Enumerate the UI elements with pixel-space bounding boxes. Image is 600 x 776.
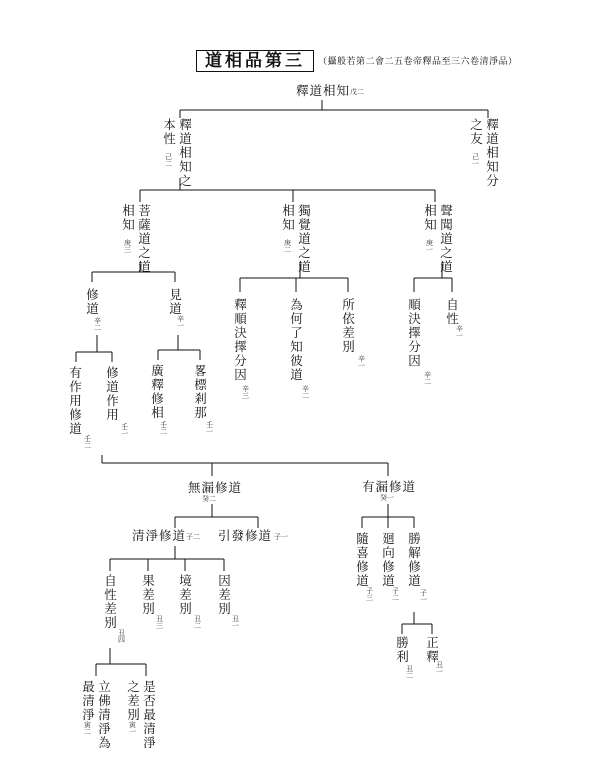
node-l2-2-code: 庚一 <box>426 239 433 254</box>
node-pure-0-code: 丑四 <box>118 629 125 644</box>
node-cultivation-0-label: 有作用修道 <box>69 365 82 436</box>
node-cultivation-code: 辛二 <box>94 317 101 332</box>
node-cultivation-label: 修道 <box>86 287 99 316</box>
node-defiled-0-code: 子三 <box>366 587 373 602</box>
node-l2-1-label-b: 獨覺道之道 <box>298 203 311 274</box>
node-adhimukti-0-label: 勝利 <box>396 635 409 664</box>
node-seeing-0-label: 廣釋修相 <box>151 363 164 420</box>
node-pure-code: 子二 <box>186 533 200 541</box>
node-nature-1-label-b: 是否最清淨 <box>143 679 156 750</box>
node-nature-0-label-a: 最清淨 <box>82 679 95 722</box>
node-evoking-label: 引發修道 <box>218 528 273 543</box>
node-l2-1-label-a: 相知 <box>282 203 295 232</box>
node-cultivation-1-label: 修道作用 <box>106 365 119 422</box>
node-nature-1-label-a: 之差別 <box>127 679 140 722</box>
node-nature-1-code: 寅一 <box>129 721 136 736</box>
node-cultivation-0-code: 壬二 <box>84 435 91 450</box>
node-adhimukti-1-label: 正釋 <box>426 635 439 664</box>
node-shravaka-1-label: 自性 <box>446 297 459 326</box>
node-pure-3-label: 因差別 <box>218 573 231 616</box>
node-seeing-1-label: 畧標剎那 <box>194 363 207 420</box>
node-l2-0-label-a: 相知 <box>122 203 135 232</box>
node-l2-1-code: 庚二 <box>284 239 291 254</box>
node-pure-1-code: 丑三 <box>156 615 163 630</box>
node-l2-2-label-a: 相知 <box>424 203 437 232</box>
node-l1-0-code: 己二 <box>165 153 172 168</box>
page-title: 道相品第三 <box>196 50 314 72</box>
node-seeing-1-code: 壬一 <box>206 421 213 436</box>
node-pure-label: 清淨修道 <box>132 528 187 543</box>
node-defiled-2-label: 勝解修道 <box>408 531 421 588</box>
node-pratyeka-2-code: 辛一 <box>358 355 365 370</box>
node-l1-1-label-b: 釋道相知分 <box>486 117 499 188</box>
node-shravaka-0-label: 順決擇分因 <box>408 297 421 368</box>
node-pure-2-label: 境差別 <box>179 573 192 616</box>
node-pratyeka-0-label: 釋順決擇分因 <box>234 297 247 382</box>
node-pure-0-label: 自性差別 <box>104 573 117 630</box>
node-root-code: 戊二 <box>350 88 364 96</box>
node-pratyeka-0-code: 辛三 <box>242 385 249 400</box>
node-shravaka-1-code: 辛一 <box>456 325 463 340</box>
node-l1-1-code: 己一 <box>472 153 479 168</box>
node-nature-0-code: 寅二 <box>84 721 91 736</box>
node-adhimukti-0-code: 丑二 <box>406 665 413 680</box>
node-l1-1-label-a: 之友 <box>470 117 483 146</box>
node-l2-0-code: 庚三 <box>124 239 131 254</box>
node-seeing-code: 辛一 <box>177 315 184 330</box>
node-defiled-label: 有漏修道 <box>362 479 417 494</box>
node-defiled-1-label: 廻向修道 <box>382 531 395 588</box>
node-shravaka-0-code: 辛二 <box>424 371 431 386</box>
node-l2-0-label-b: 菩薩道之道 <box>138 203 151 274</box>
node-evoking-code: 子一 <box>274 533 288 541</box>
node-cultivation-1-code: 壬一 <box>121 423 128 438</box>
node-undefiled-label: 無漏修道 <box>188 480 243 495</box>
node-l1-0-label-b: 釋道相知之 <box>179 117 192 188</box>
node-defiled-code: 癸一 <box>380 494 394 502</box>
node-adhimukti-1-code: 丑一 <box>436 661 443 676</box>
node-pratyeka-1-code: 辛二 <box>302 385 309 400</box>
node-defiled-1-code: 子二 <box>392 587 399 602</box>
node-seeing-label: 見道 <box>169 287 182 316</box>
node-defiled-0-label: 隨喜修道 <box>356 531 369 588</box>
node-pure-1-label: 果差別 <box>142 573 155 616</box>
node-root-label: 釋道相知 <box>296 83 351 98</box>
node-pratyeka-1-label: 為何了知彼道 <box>290 297 303 382</box>
node-l2-2-label-b: 聲聞道之道 <box>440 203 453 274</box>
node-l1-0-label-a: 本性 <box>163 117 176 146</box>
node-seeing-0-code: 壬二 <box>160 421 167 436</box>
node-pure-3-code: 丑一 <box>232 615 239 630</box>
node-pratyeka-2-label: 所依差別 <box>342 297 355 354</box>
node-defiled-2-code: 子一 <box>420 589 427 604</box>
page-subtitle: （攝般若第二會二五卷帝釋品至三六卷清淨品） <box>318 57 518 67</box>
node-nature-0-label-b: 立佛清淨為 <box>98 679 111 750</box>
node-pure-2-code: 丑二 <box>194 615 201 630</box>
node-undefiled-code: 癸二 <box>202 495 216 503</box>
